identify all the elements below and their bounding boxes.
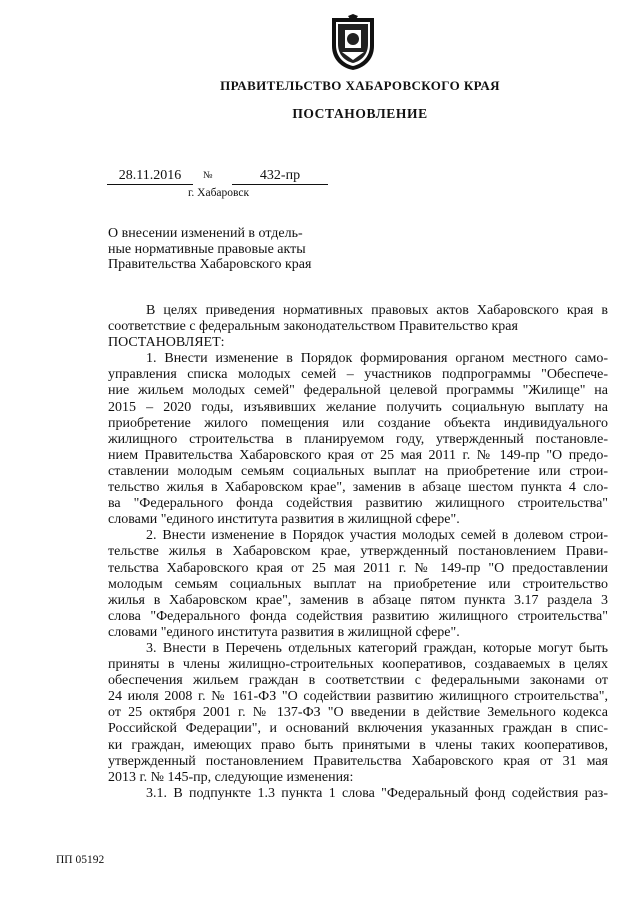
body-line: 2. Внести изменение в Порядок участия молодых семей в долевом строи-: [146, 528, 608, 544]
body-line: 2013 г. № 145-пр, следующие изменения:: [108, 769, 354, 785]
body-line: тельстве жилья в Хабаровском крае, утвержденный постановлением Прави-: [108, 544, 608, 560]
document-subject: [108, 226, 348, 273]
document-date: 28.11.2016: [107, 167, 193, 185]
body-line: ПОСТАНОВЛЯЕТ:: [108, 335, 225, 351]
body-line: обеспечения жильем граждан в соответствии с федеральными законами от: [108, 673, 608, 689]
body-line: 2015 – 2020 годы, изъявивших желание получить социальную выплату на: [108, 399, 608, 415]
body-line: ставлении молодым семьям социальных выплат на приобретение или строи-: [108, 463, 608, 479]
body-line: ва "Федерального фонда содействия развитию жилищного строительства": [108, 496, 608, 512]
body-line: словами "единого института развития в жилищной сфере".: [108, 512, 460, 528]
subject-line: Правительства Хабаровского края: [108, 257, 312, 272]
body-line: молодым семьям социальных выплат на приобретение или строительство: [108, 576, 608, 592]
document-number: 432-пр: [232, 167, 328, 185]
document-type: ПОСТАНОВЛЕНИЕ: [292, 106, 428, 121]
body-line: приняты в члены жилищно-строительных кооперативов, создаваемых в целях: [108, 657, 608, 673]
document-body: [108, 303, 608, 802]
body-line: тельство жилья в Хабаровском крае", заменив в абзаце шестом пункта 4 сло-: [108, 480, 608, 496]
body-line: В целях приведения нормативных правовых актов Хабаровского края в: [146, 303, 608, 318]
body-line: ки граждан, имеющих право быть принятыми в члены таких кооперативов,: [108, 737, 608, 753]
body-line: от 25 октября 2001 г. № 137-ФЗ "О введении в действие Земельного кодекса: [108, 705, 608, 721]
body-line: слова "Федерального фонда содействия развитию жилищного строительства": [108, 608, 608, 624]
number-sign: №: [203, 170, 213, 181]
body-line: тельства Хабаровского края от 25 мая 2011 г. № 149-пр "О предоставлении: [108, 560, 608, 576]
body-line: 3. Внести в Перечень отдельных категорий граждан, которые могут быть: [146, 640, 608, 656]
body-line: Российской Федерации", и оснований включения указанных граждан в спис-: [108, 721, 608, 737]
body-line: утвержденный постановлением Правительства Хабаровского края от 31 мая: [108, 753, 608, 769]
subject-line: ные нормативные правовые акты: [108, 241, 306, 257]
body-line: ние жильем молодых семей" федеральной целевой программы "Жилище" на: [108, 383, 608, 399]
body-line: приобретение жилого помещения или создание объекта индивидуального: [108, 415, 608, 431]
coat-of-arms-icon: [330, 14, 376, 72]
body-line: соответствие с федеральным законодательством Правительство края: [108, 319, 518, 335]
body-line: 3.1. В подпункте 1.3 пункта 1 слова "Федеральный фонд содействия раз-: [146, 785, 608, 801]
document-code: ПП 05192: [56, 854, 105, 866]
body-line: 24 июля 2008 г. № 161-ФЗ "О содействии развитию жилищного строительства",: [108, 689, 608, 705]
body-line: словами "единого института развития в жилищной сфере".: [108, 624, 460, 640]
body-line: жилья в Хабаровском крае", заменив в абзаце пятом пункта 3.17 раздела 3: [108, 592, 608, 608]
body-line: управления списка молодых семей – участников подпрограммы "Обеспече-: [108, 367, 608, 383]
organization-title: ПРАВИТЕЛЬСТВО ХАБАРОВСКОГО КРАЯ: [220, 78, 500, 93]
body-line: 1. Внести изменение в Порядок формирования органом местного само-: [146, 351, 608, 367]
subject-line: О внесении изменений в отдель-: [108, 226, 303, 241]
body-line: нием Правительства Хабаровского края от 25 мая 2011 г. № 149-пр "О предо-: [108, 447, 608, 463]
body-line: жилищного строительства в планируемом году, утвержденный постановле-: [108, 431, 608, 447]
document-city: г. Хабаровск: [188, 187, 250, 199]
